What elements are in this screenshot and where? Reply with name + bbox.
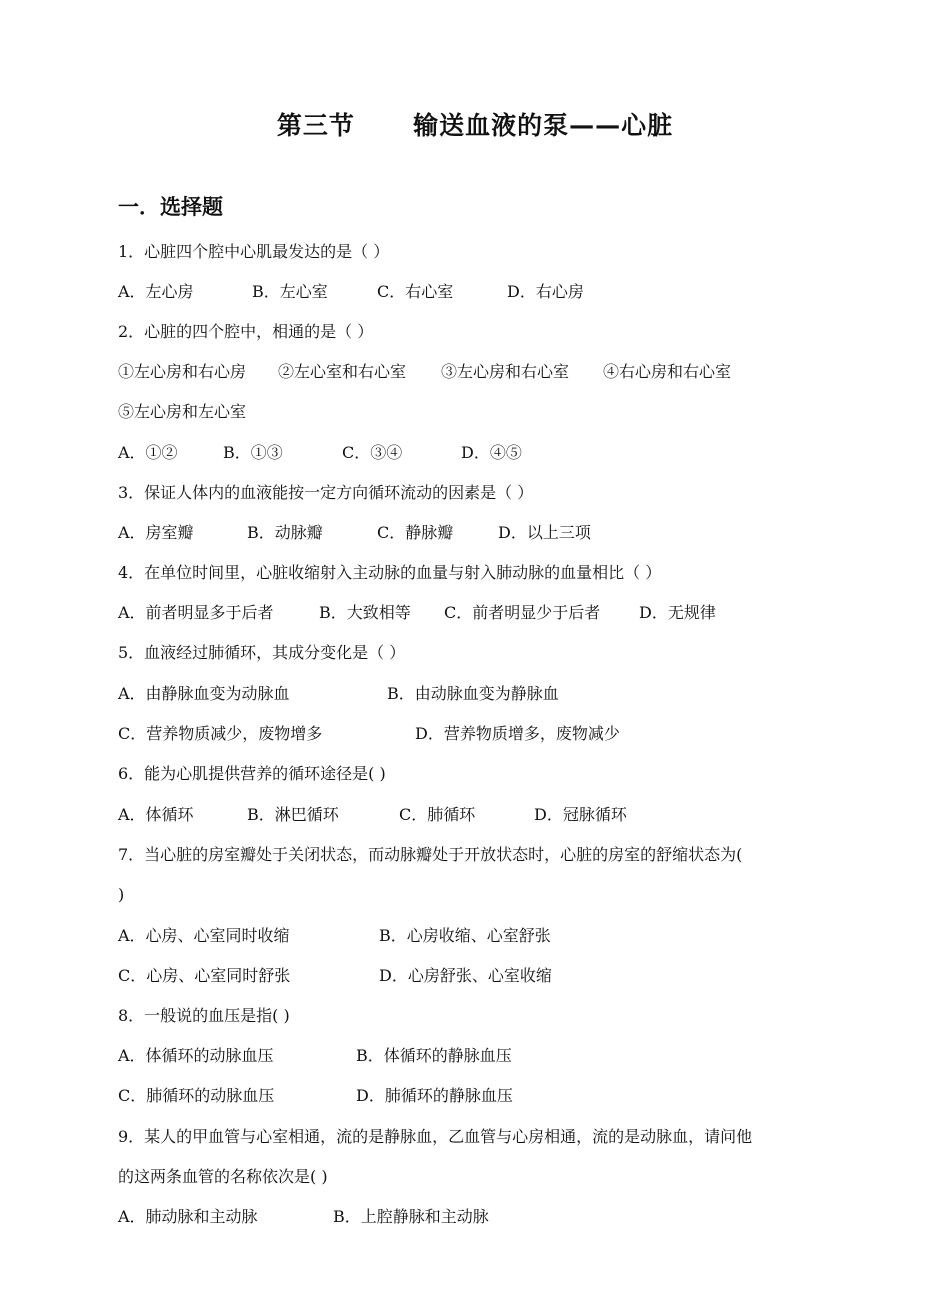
question-8-stem: 8．一般说的血压是指( ) bbox=[118, 1006, 290, 1025]
question-2-item-2: ②左心室和右心室 bbox=[278, 362, 407, 381]
question-3-option-c: C．静脉瓣 bbox=[377, 523, 454, 542]
question-5-option-b: B．由动脉血变为静脉血 bbox=[387, 684, 559, 703]
question-1-stem: 1．心脏四个腔中心肌最发达的是（ ） bbox=[118, 242, 390, 261]
question-1-option-b: B．左心室 bbox=[252, 282, 328, 301]
question-2-option-a: A．①② bbox=[118, 443, 178, 462]
question-2-item-3: ③左心房和右心室 bbox=[441, 362, 570, 381]
question-9-stem: 9．某人的甲血管与心室相通，流的是静脉血，乙血管与心房相通，流的是动脉血，请问他 bbox=[118, 1127, 753, 1146]
question-2-items bbox=[118, 362, 838, 382]
page-title: 第三节 输送血液的泵——心脏 bbox=[276, 111, 674, 140]
question-2-item-5: ⑤左心房和左心室 bbox=[118, 402, 247, 421]
question-2-option-b: B．①③ bbox=[223, 443, 283, 462]
question-8-option-d: D．肺循环的静脉血压 bbox=[356, 1086, 513, 1105]
question-9-option-b: B．上腔静脉和主动脉 bbox=[333, 1207, 489, 1226]
question-6-option-d: D．冠脉循环 bbox=[534, 805, 627, 824]
question-8-option-a: A．体循环的动脉血压 bbox=[118, 1046, 274, 1065]
question-4-stem: 4．在单位时间里，心脏收缩射入主动脉的血量与射入肺动脉的血量相比（ ） bbox=[118, 563, 662, 582]
question-7-option-d: D．心房舒张、心室收缩 bbox=[379, 966, 552, 985]
question-7-options-row-1 bbox=[118, 926, 818, 946]
question-5-options-row-2 bbox=[118, 724, 818, 744]
question-4-option-a: A．前者明显多于后者 bbox=[118, 603, 274, 622]
question-1-option-d: D．右心房 bbox=[507, 282, 584, 301]
question-2-option-c: C．③④ bbox=[342, 443, 403, 462]
question-5-stem: 5．血液经过肺循环，其成分变化是（ ） bbox=[118, 643, 406, 662]
question-3-option-b: B．动脉瓣 bbox=[247, 523, 323, 542]
question-7-options-row-2 bbox=[118, 966, 818, 986]
question-9-stem-cont: 的这两条血管的名称依次是( ) bbox=[118, 1167, 328, 1186]
question-5-option-a: A．由静脉血变为动脉血 bbox=[118, 684, 290, 703]
question-3-option-d: D．以上三项 bbox=[498, 523, 591, 542]
question-6-option-b: B．淋巴循环 bbox=[247, 805, 339, 824]
question-2-option-d: D．④⑤ bbox=[461, 443, 522, 462]
question-9-option-a: A．肺动脉和主动脉 bbox=[118, 1207, 258, 1226]
question-2-stem: 2．心脏的四个腔中，相通的是（ ） bbox=[118, 322, 374, 341]
question-7-stem-cont: ) bbox=[118, 885, 125, 904]
question-1-option-a: A．左心房 bbox=[118, 282, 194, 301]
question-8-options-row-2 bbox=[118, 1086, 818, 1106]
question-2-item-4: ④右心房和右心室 bbox=[603, 362, 732, 381]
section-heading: 一．选择题 bbox=[118, 195, 223, 219]
question-4-option-b: B．大致相等 bbox=[319, 603, 411, 622]
question-8-options-row-1 bbox=[118, 1046, 818, 1066]
question-6-option-a: A．体循环 bbox=[118, 805, 194, 824]
question-7-stem: 7．当心脏的房室瓣处于关闭状态，而动脉瓣处于开放状态时，心脏的房室的舒缩状态为( bbox=[118, 845, 743, 864]
question-3-option-a: A．房室瓣 bbox=[118, 523, 194, 542]
question-2-item-1: ①左心房和右心房 bbox=[118, 362, 247, 381]
question-2-options bbox=[118, 443, 818, 463]
question-4-option-c: C．前者明显少于后者 bbox=[444, 603, 601, 622]
question-7-option-b: B．心房收缩、心室舒张 bbox=[379, 926, 551, 945]
question-6-stem: 6．能为心肌提供营养的循环途径是( ) bbox=[118, 764, 386, 783]
question-1-options bbox=[118, 282, 818, 302]
question-3-options bbox=[118, 523, 818, 543]
question-8-option-c: C．肺循环的动脉血压 bbox=[118, 1086, 275, 1105]
question-7-option-a: A．心房、心室同时收缩 bbox=[118, 926, 290, 945]
question-9-options-row-1 bbox=[118, 1207, 818, 1227]
question-4-options bbox=[118, 603, 818, 623]
question-8-option-b: B．体循环的静脉血压 bbox=[356, 1046, 512, 1065]
question-4-option-d: D．无规律 bbox=[639, 603, 716, 622]
question-6-option-c: C．肺循环 bbox=[399, 805, 476, 824]
question-5-option-d: D．营养物质增多，废物减少 bbox=[415, 724, 620, 743]
question-5-options-row-1 bbox=[118, 684, 818, 704]
question-3-stem: 3．保证人体内的血液能按一定方向循环流动的因素是（ ） bbox=[118, 483, 534, 502]
question-5-option-c: C．营养物质减少，废物增多 bbox=[118, 724, 323, 743]
question-1-option-c: C．右心室 bbox=[377, 282, 454, 301]
question-6-options bbox=[118, 805, 818, 825]
question-7-option-c: C．心房、心室同时舒张 bbox=[118, 966, 291, 985]
